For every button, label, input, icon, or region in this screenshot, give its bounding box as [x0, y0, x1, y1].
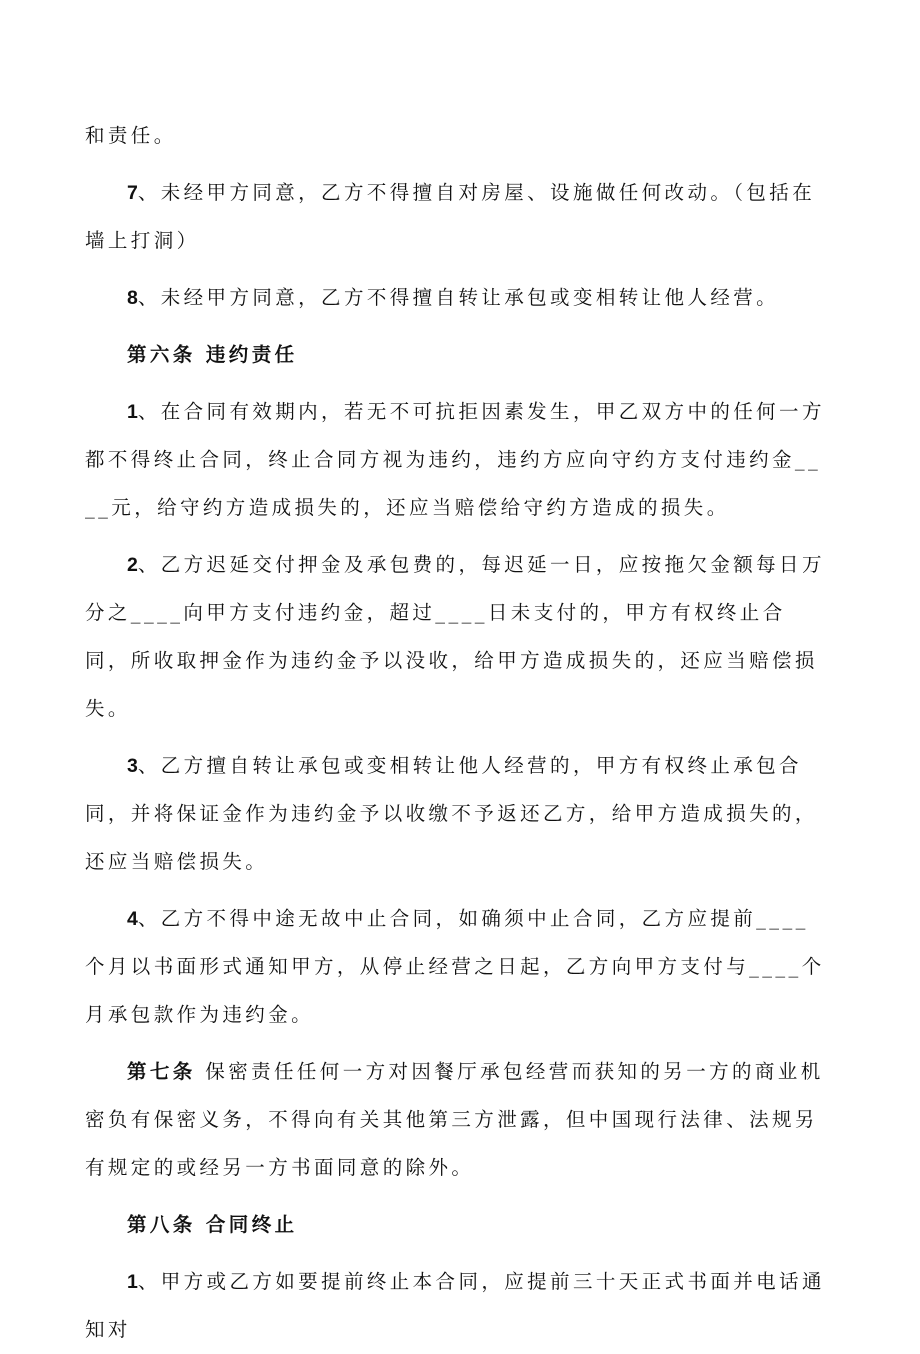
clause-item-6-2 — [85, 541, 830, 733]
clause-text: 、未经甲方同意，乙方不得擅自对房屋、设施做任何改动。（包括在墙上打洞） — [85, 181, 816, 252]
section-heading-text: 第六条 违约责任 — [127, 343, 298, 366]
clause-text: 、乙方迟延交付押金及承包费的，每迟延一日，应按拖欠金额每日万分之____向甲方支付违约金，超过____日未支付的，甲方有权终止合同，所收取押金作为违约金予以没收，给甲方造成损失的，还应当赔偿损失。 — [85, 553, 825, 720]
section-heading-text: 第八条 合同终止 — [127, 1213, 298, 1236]
clause-text: 、在合同有效期内，若无不可抗拒因素发生，甲乙双方中的任何一方都不得终止合同，终止合同方视为违约，违约方应向守约方支付违约金____元，给守约方造成损失的，还应当赔偿给守约方造成的损失。 — [85, 400, 825, 519]
document-body — [85, 112, 830, 1354]
clause-number: 8 — [127, 287, 138, 309]
section-heading-6 — [85, 331, 830, 379]
section-text: 保密责任任何一方对因餐厅承包经营而获知的另一方的商业机密负有保密义务，不得向有关其他第三方泄露，但中国现行法律、法规另有规定的或经另一方书面同意的除外。 — [85, 1060, 824, 1179]
clause-text: 、乙方擅自转让承包或变相转让他人经营的，甲方有权终止承包合同，并将保证金作为违约金予以收缴不予返还乙方，给甲方造成损失的，还应当赔偿损失。 — [85, 754, 818, 873]
clause-item-7 — [85, 169, 830, 265]
section-heading-8 — [85, 1201, 830, 1249]
clause-number: 1 — [127, 1271, 138, 1293]
clause-item-6-1 — [85, 388, 830, 532]
clause-number: 4 — [127, 908, 138, 930]
paragraph-text: 和责任。 — [85, 124, 177, 147]
clause-number: 3 — [127, 755, 138, 777]
clause-text: 、未经甲方同意，乙方不得擅自转让承包或变相转让他人经营。 — [137, 286, 780, 309]
clause-number: 2 — [127, 554, 138, 576]
clause-number: 7 — [127, 182, 138, 204]
paragraph-continuation — [85, 112, 830, 160]
clause-number: 1 — [127, 401, 138, 423]
clause-item-6-4 — [85, 895, 830, 1039]
clause-text: 、乙方不得中途无故中止合同，如确须中止合同，乙方应提前____个月以书面形式通知甲方，从停止经营之日起，乙方向甲方支付与____个月承包款作为违约金。 — [85, 907, 825, 1026]
clause-text: 、甲方或乙方如要提前终止本合同，应提前三十天正式书面并电话通知对 — [85, 1270, 825, 1341]
section-7-paragraph — [85, 1048, 830, 1192]
clause-item-8-1 — [85, 1258, 830, 1354]
clause-item-6-3 — [85, 742, 830, 886]
clause-item-8 — [85, 274, 830, 322]
section-heading-7: 第七条 — [127, 1060, 196, 1083]
